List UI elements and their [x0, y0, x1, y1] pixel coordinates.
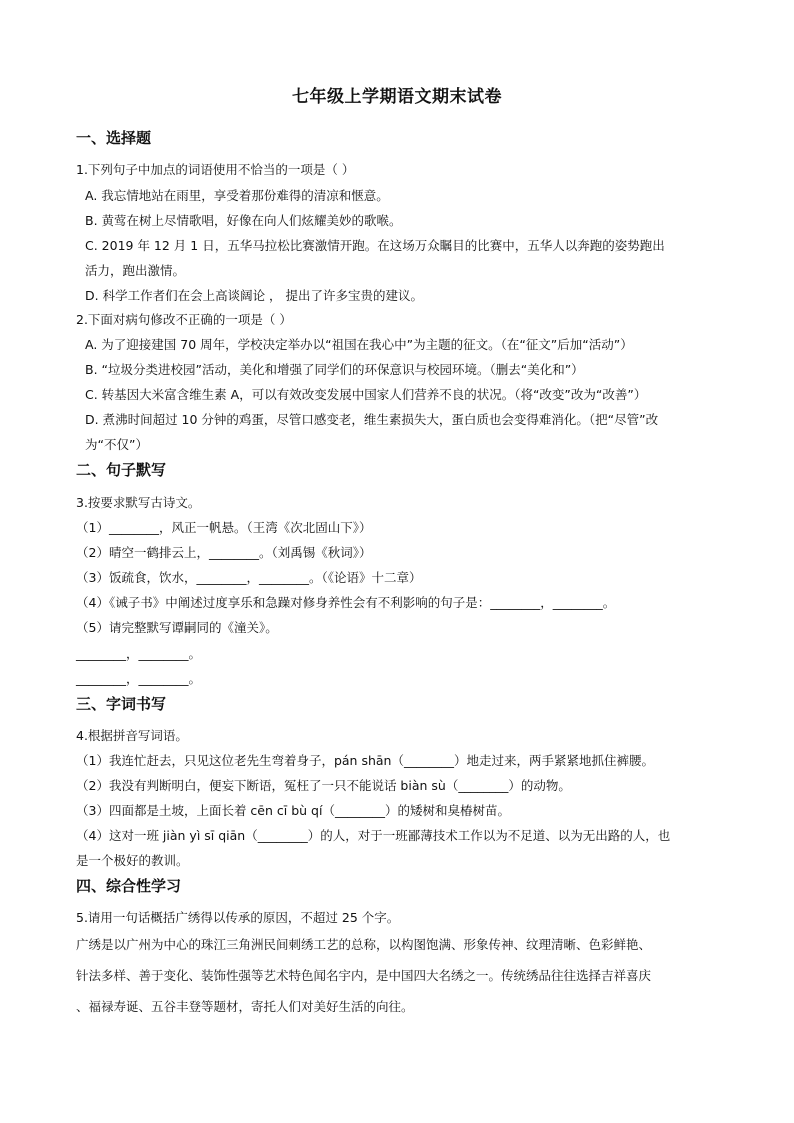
question-1-option-a: A. 我忘情地站在雨里，享受着那份难得的清凉和惬意。: [85, 188, 389, 203]
question-3-blank-line-2: ________，________。: [76, 671, 202, 686]
section-heading-comprehensive: 四、综合性学习: [76, 877, 182, 895]
question-1-option-c-cont: 活力，跑出激情。: [85, 263, 186, 278]
question-3-blank-line-1: ________，________。: [76, 646, 202, 661]
section-heading-choice: 一、选择题: [76, 129, 152, 147]
question-5-stem: 5.请用一句话概括广绣得以传承的原因，不超过 25 个字。: [76, 910, 400, 925]
question-3-item-4: （4）《诫子书》中阐述过度享乐和急躁对修身养性会有不利影响的句子是：________，________。: [76, 595, 616, 610]
question-4-item-4-cont: 是一个极好的教训。: [76, 853, 189, 868]
question-4-item-1: （1）我连忙赶去，只见这位老先生弯着身子，pán shān（________）地走过来，两手紧紧地抓住裤腰。: [76, 753, 654, 768]
question-2-option-b: B. “垃圾分类进校园”活动，美化和增强了同学们的环保意识与校园环境。（删去“美化和”）: [85, 362, 584, 377]
question-4-stem: 4.根据拼音写词语。: [76, 728, 188, 743]
question-3-item-2: （2）晴空一鹤排云上，________。（刘禹锡《秋词》）: [76, 545, 372, 560]
question-2-option-d: D. 煮沸时间超过 10 分钟的鸡蛋，尽管口感变老，维生素损失大，蛋白质也会变得难消化。（把“尽管”改: [85, 412, 659, 427]
question-3-item-1: （1）________，风正一帆悬。（王湾《次北固山下》）: [76, 520, 372, 535]
page-title: 七年级上学期语文期末试卷: [292, 87, 502, 107]
question-1-stem: 1.下列句子中加点的词语使用不恰当的一项是（ ）: [76, 162, 355, 177]
question-4-item-3: （3）四面都是土坡，上面长着 cēn cī bù qí（________）的矮树和臭椿树苗。: [76, 803, 510, 818]
question-2-stem: 2.下面对病句修改不正确的一项是（ ）: [76, 312, 292, 327]
question-5-passage-line-2: 针法多样、善于变化、装饰性强等艺术特色闻名宇内，是中国四大名绣之一。传统绣品往往选择吉祥喜庆: [76, 968, 652, 983]
question-1-option-c: C. 2019 年 12 月 1 日，五华马拉松比赛激情开跑。在这场万众瞩目的比赛中，五华人以奔跑的姿势跑出: [85, 238, 665, 253]
question-2-option-a: A. 为了迎接建国 70 周年，学校决定举办以“祖国在我心中”为主题的征文。（在“征文”后加“活动”）: [85, 337, 633, 352]
question-1-option-d: D. 科学工作者们在会上高谈阔论 ， 提出了许多宝贵的建议。: [85, 288, 424, 303]
question-1-option-b: B. 黄莺在树上尽情歌唱，好像在向人们炫耀美妙的歌喉。: [85, 213, 402, 228]
question-5-passage-line-1: 广绣是以广州为中心的珠江三角洲民间刺绣工艺的总称，以构图饱满、形象传神、纹理清晰、色彩鲜艳、: [76, 937, 652, 952]
question-3-item-3: （3）饭疏食，饮水，________，________。（《论语》十二章）: [76, 570, 422, 585]
question-2-option-c: C. 转基因大米富含维生素 A，可以有效改变发展中国家人们营养不良的状况。（将“改变”改为“改善”）: [85, 387, 647, 402]
question-2-option-d-cont: 为“不仅”）: [85, 437, 148, 452]
section-heading-writing: 三、字词书写: [76, 695, 167, 713]
section-heading-dictation: 二、句子默写: [76, 461, 167, 479]
question-5-passage-line-3: 、福禄寿诞、五谷丰登等题材，寄托人们对美好生活的向往。: [76, 999, 414, 1014]
question-3-stem: 3.按要求默写古诗文。: [76, 495, 201, 510]
question-3-item-5: （5）请完整默写谭嗣同的《潼关》。: [76, 620, 278, 635]
question-4-item-2: （2）我没有判断明白，便妄下断语，冤枉了一只不能说话 biàn sù（________）的动物。: [76, 778, 571, 793]
question-4-item-4: （4）这对一班 jiàn yì sī qiān（________）的人，对于一班鄙薄技术工作以为不足道、以为无出路的人，也: [76, 828, 671, 843]
